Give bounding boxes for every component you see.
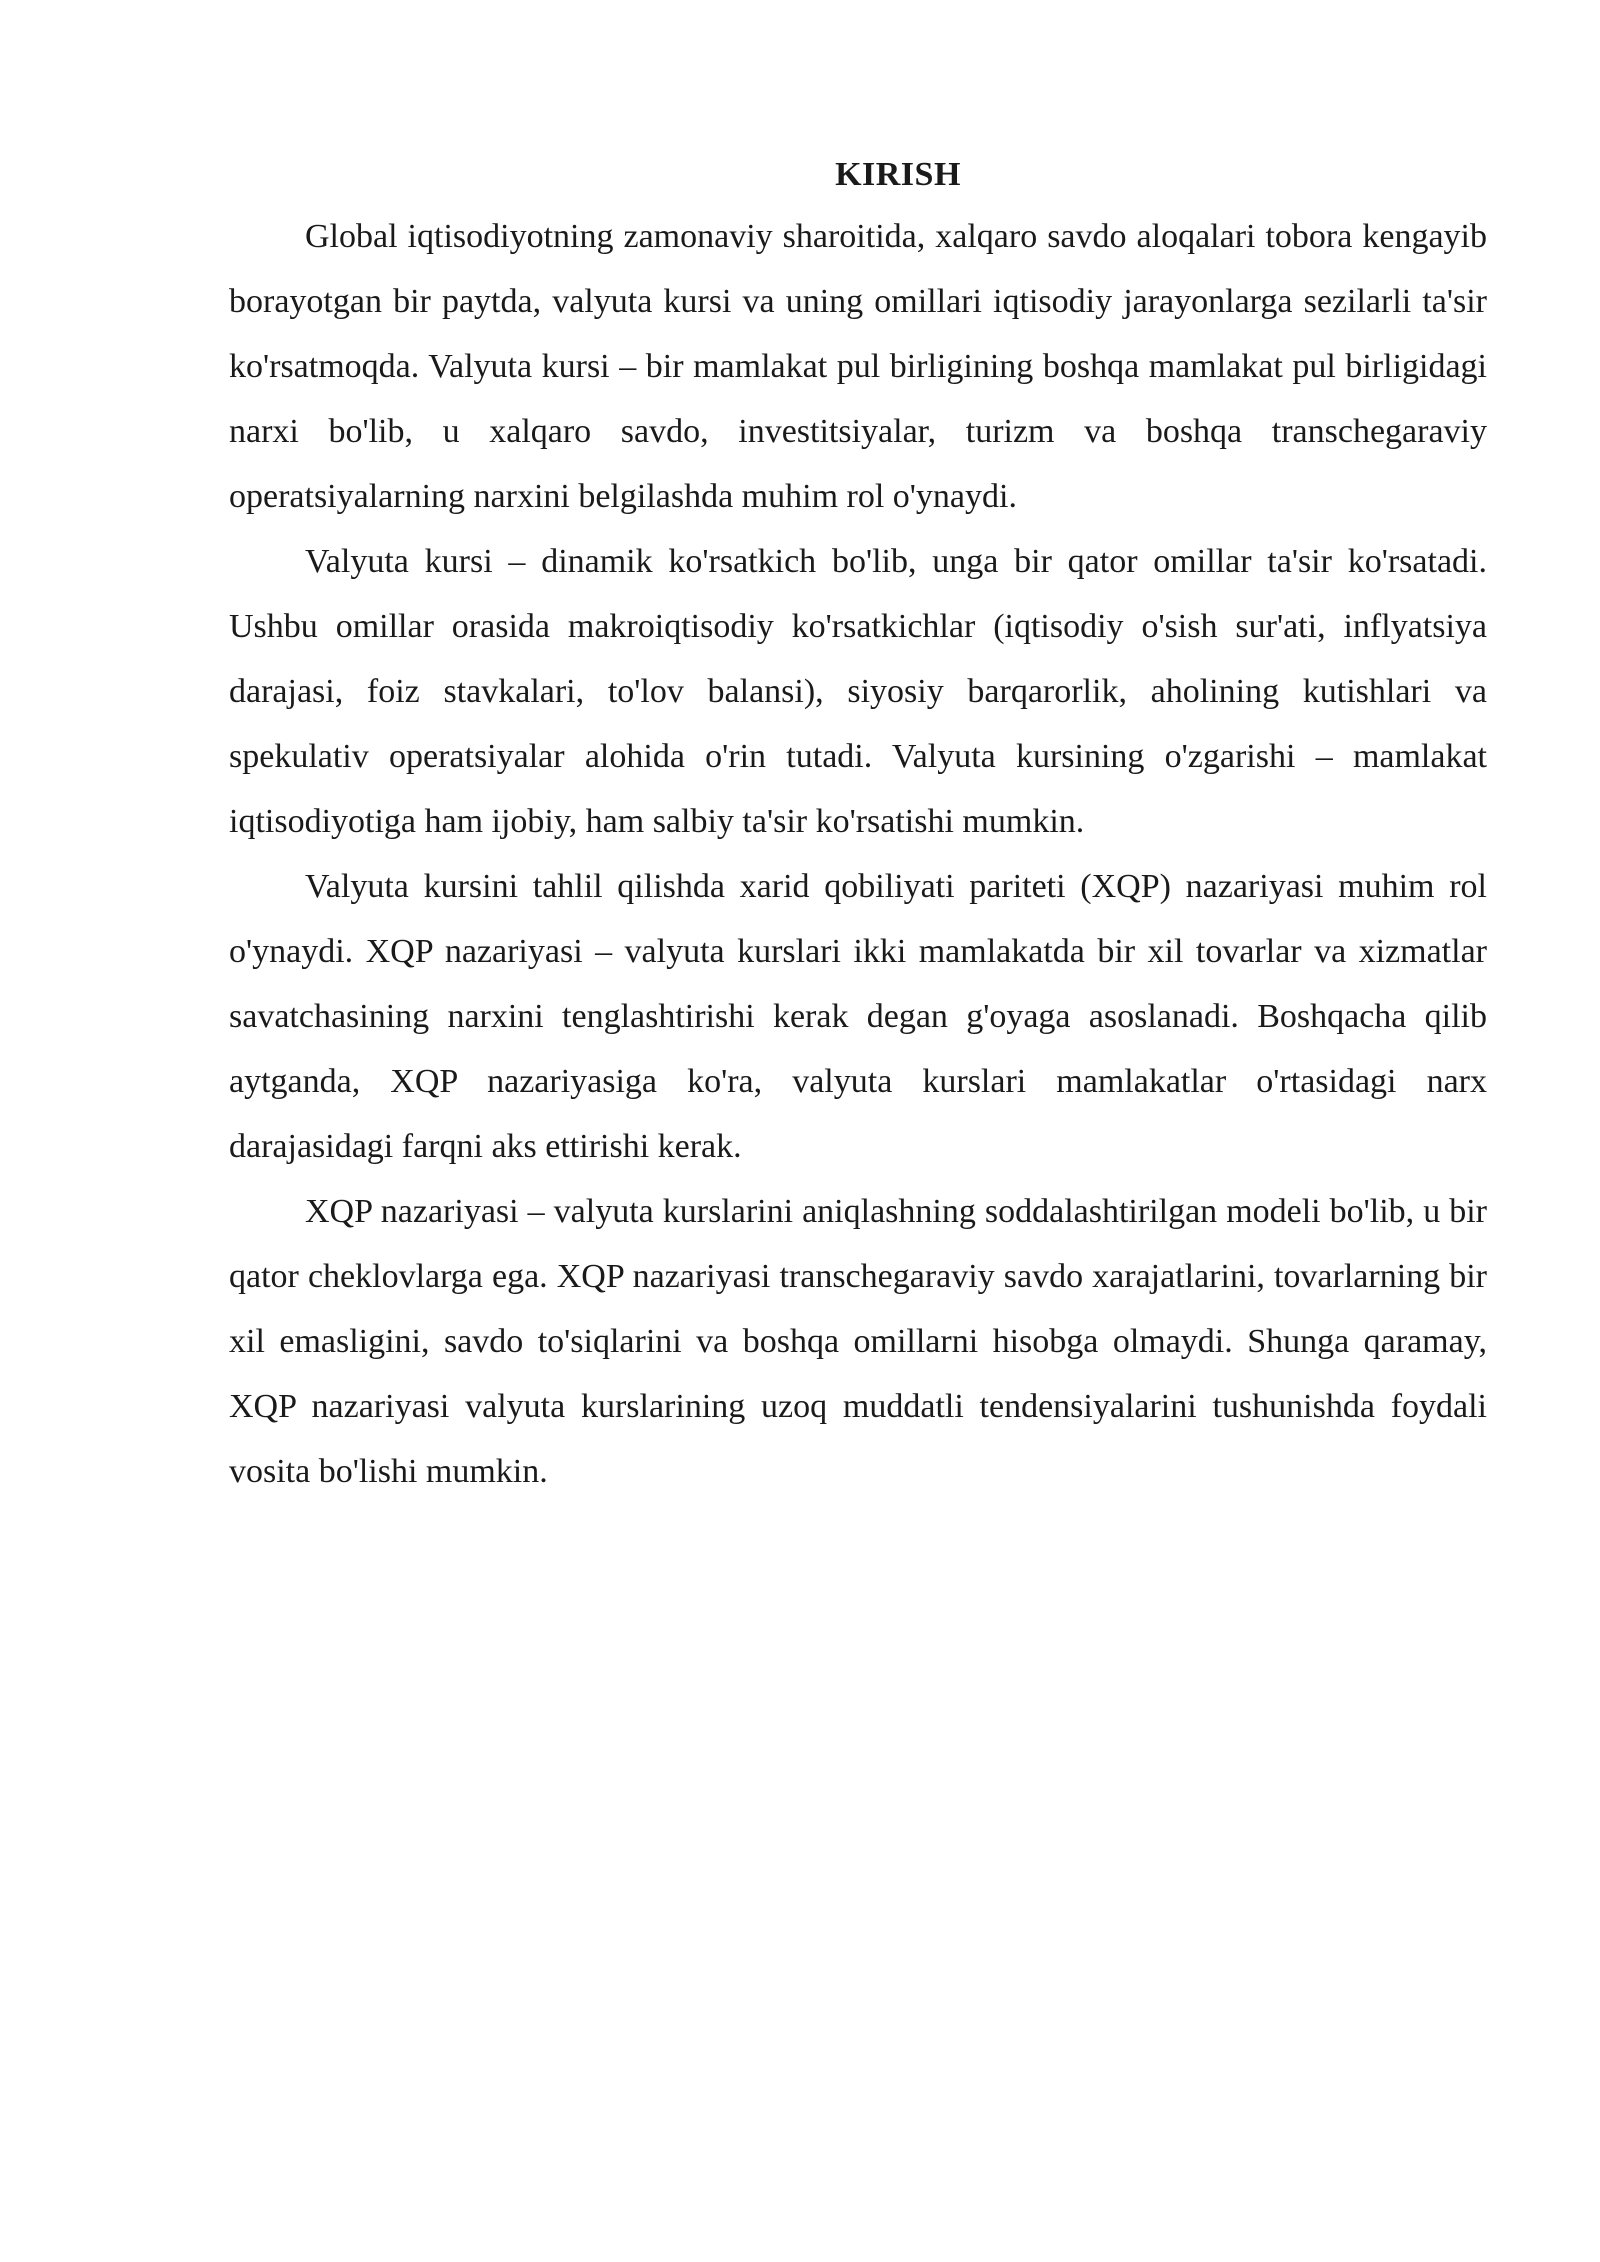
paragraph-4: XQP nazariyasi – valyuta kurslarini aniqlashning soddalashtirilgan modeli bo'lib, u bir qator cheklovlarga ega. XQP nazariyasi transchegaraviy savdo xarajatlarini, tovarlarning bir xil emasligini, savdo to'siqlarini va boshqa omillarni hisobga olmaydi. Shunga qaramay, XQP nazariyasi valyuta kurslarining uzoq muddatli tendensiyalarini tushunishda foydali vosita bo'lishi mumkin. — [229, 1193, 1487, 1490]
paragraph-1: Global iqtisodiyotning zamonaviy sharoitida, xalqaro savdo aloqalari tobora kengayib borayotgan bir paytda, valyuta kursi va uning omillari iqtisodiy jarayonlarga sezilarli ta'sir ko'rsatmoqda. Valyuta kursi – bir mamlakat pul birligining boshqa mamlakat pul birligidagi narxi bo'lib, u xalqaro savdo, investitsiyalar, turizm va boshqa transchegaraviy operatsiyalarning narxini belgilashda muhim rol o'ynaydi. — [229, 218, 1487, 515]
paragraph-3: Valyuta kursini tahlil qilishda xarid qobiliyati pariteti (XQP) nazariyasi muhim rol o'ynaydi. XQP nazariyasi – valyuta kurslari ikki mamlakatda bir xil tovarlar va xizmatlar savatchasining narxini tenglashtirishi kerak degan g'oyaga asoslanadi. Boshqacha qilib aytganda, XQP nazariyasiga ko'ra, valyuta kurslari mamlakatlar o'rtasidagi narx darajasidagi farqni aks ettirishi kerak. — [229, 868, 1487, 1165]
paragraph-2: Valyuta kursi – dinamik ko'rsatkich bo'lib, unga bir qator omillar ta'sir ko'rsatadi. Ushbu omillar orasida makroiqtisodiy ko'rsatkichlar (iqtisodiy o'sish sur'ati, inflyatsiya darajasi, foiz stavkalari, to'lov balansi), siyosiy barqarorlik, aholining kutishlari va spekulativ operatsiyalar alohida o'rin tutadi. Valyuta kursining o'zgarishi – mamlakat iqtisodiyotiga ham ijobiy, ham salbiy ta'sir ko'rsatishi mumkin. — [229, 543, 1487, 840]
document-body — [229, 148, 1487, 1504]
document-title: KIRISH — [835, 156, 961, 193]
